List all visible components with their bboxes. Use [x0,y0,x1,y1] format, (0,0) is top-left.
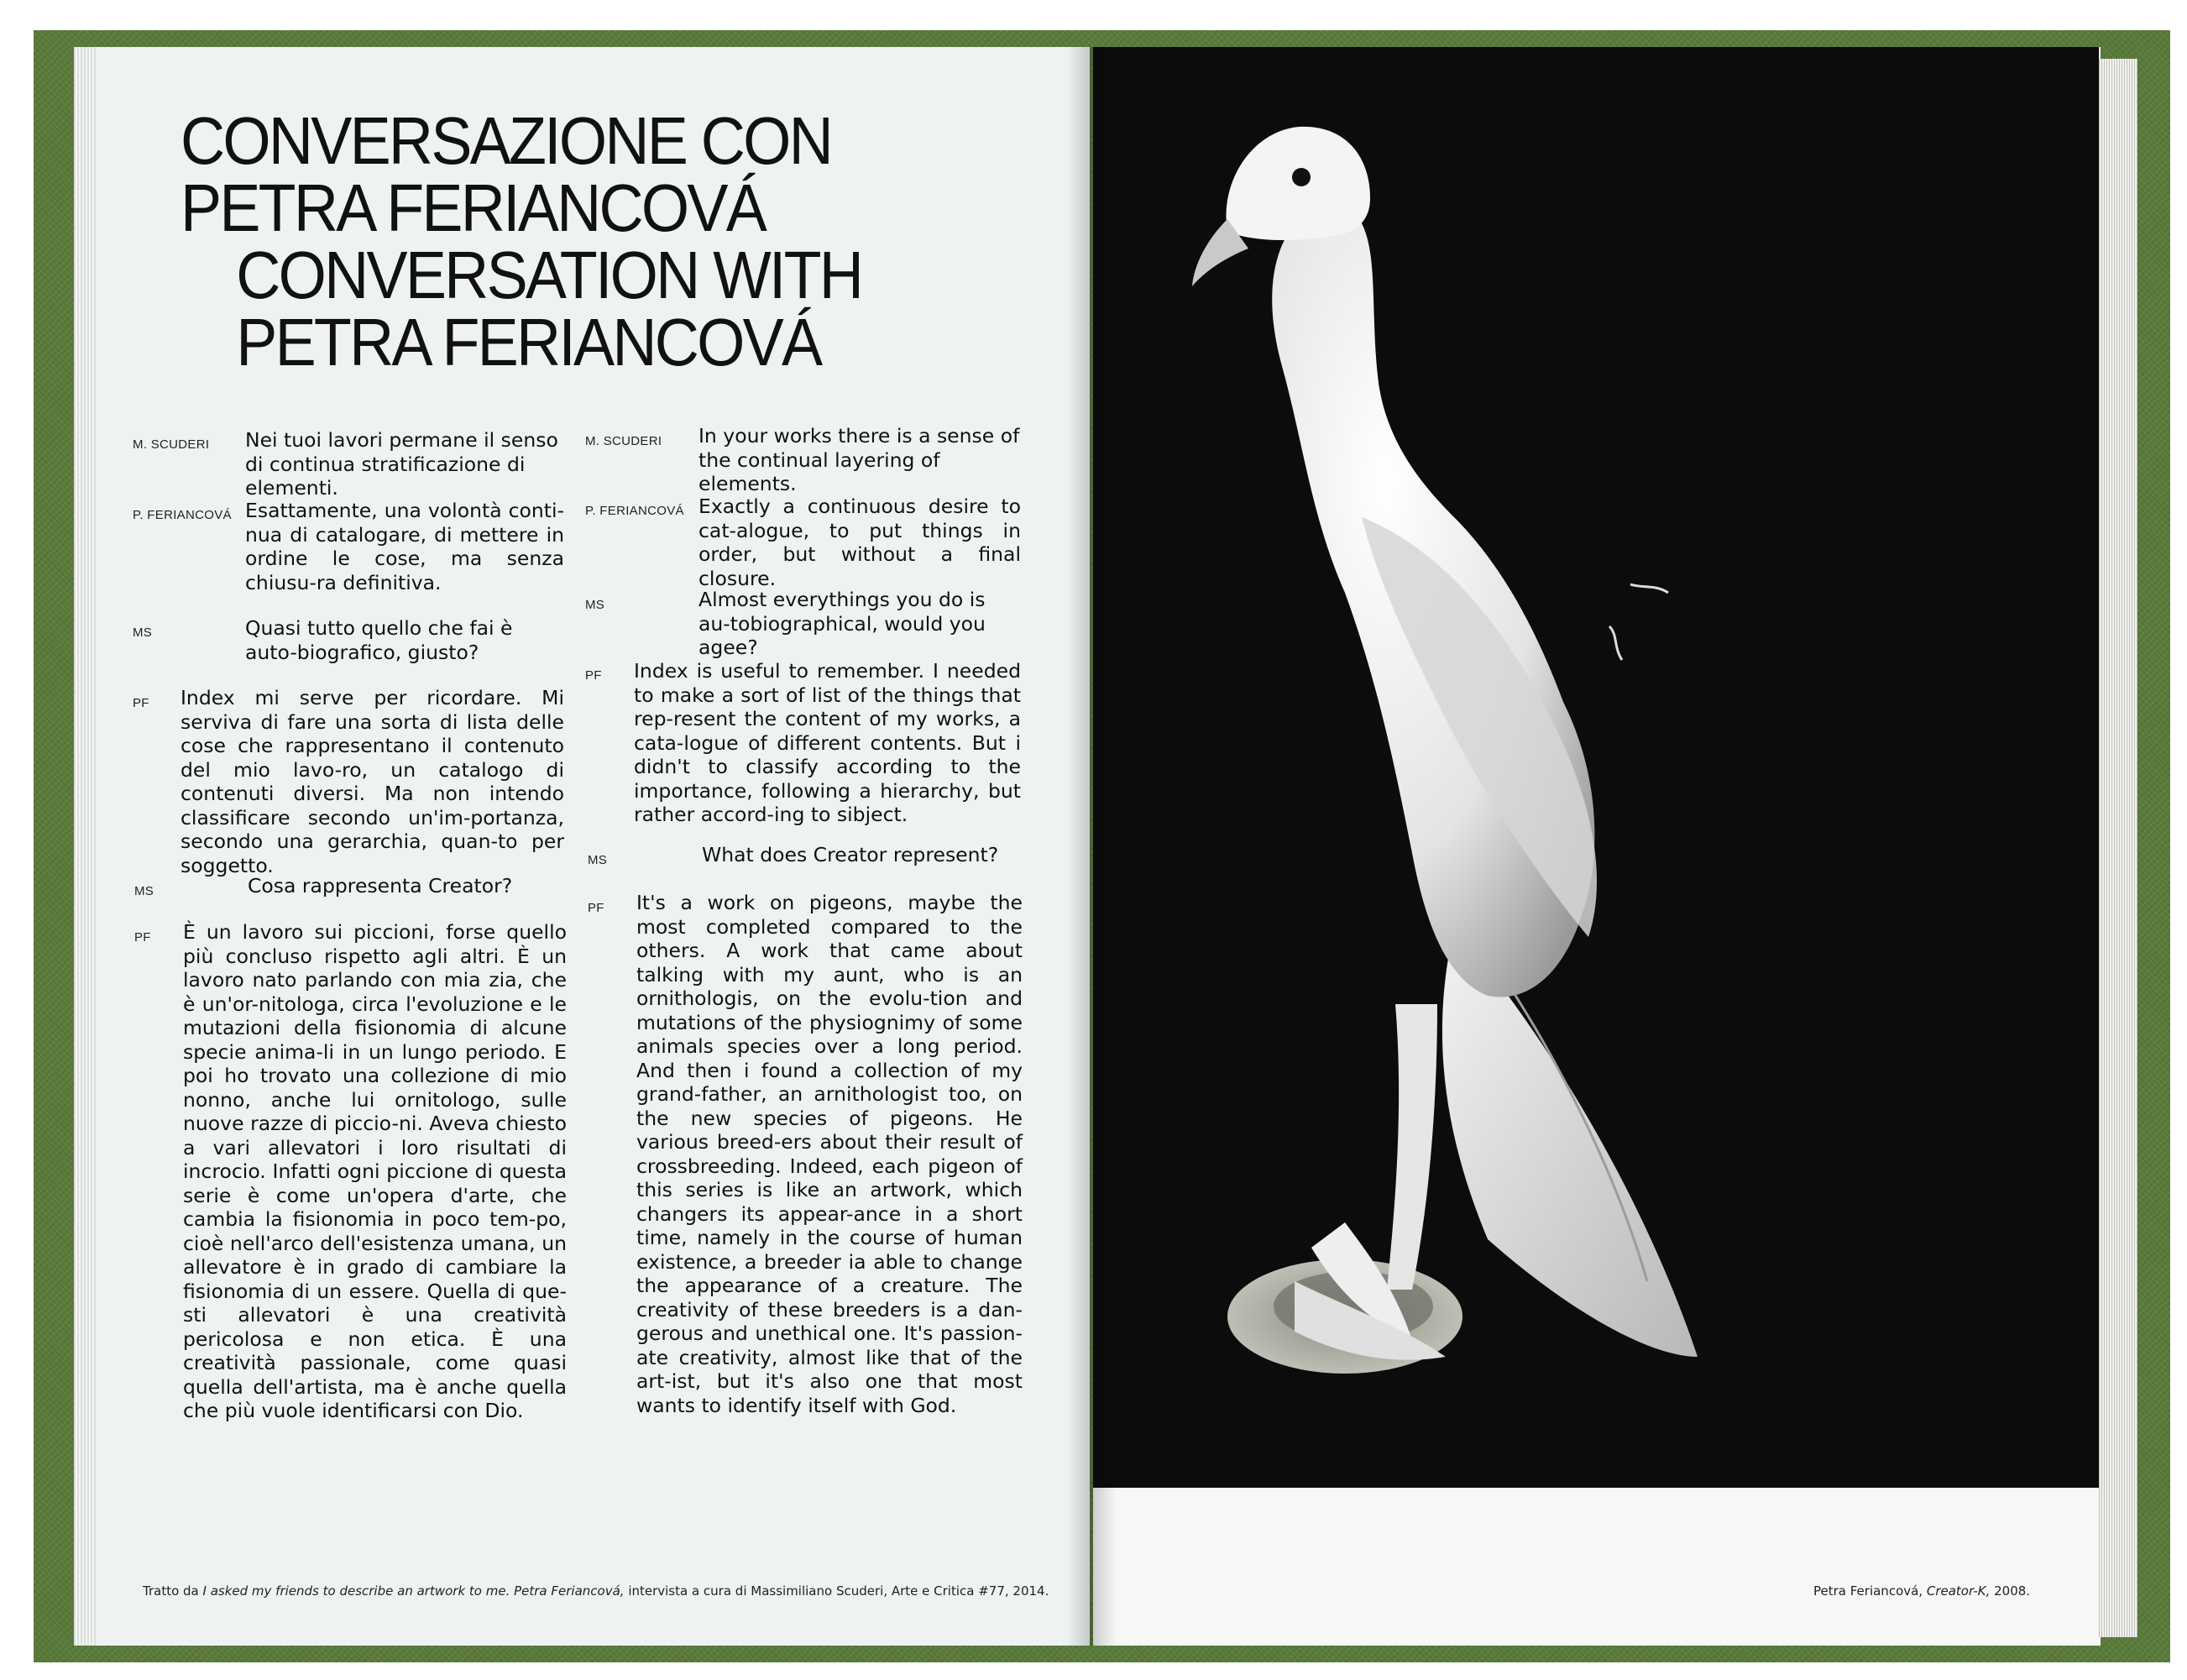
answer-text: Index is useful to remember. I needed to make a sort of list of the things that rep-resent the content of my works, a cata-logue of different contents. But i didn't to classify according to the importance, following a hierarchy, but rather accord-ing to sibject. [634,659,1021,826]
title-line-1: CONVERSAZIONE CON [181,103,832,178]
question-text: What does Creator represent? [702,843,999,866]
speaker-label: MS [133,625,153,640]
pigeon-photograph [1093,47,2099,1488]
left-page-edge [74,47,96,1646]
answer-text: It's a work on pigeons, maybe the most completed compared to the others. A work that came about talking with my aunt, who is an ornithologis, on the evolu-tion and mutations of the physiognimy of some animals species over a long period. And then i found a collection of my grand-father, an arnithologist too, on the new species of pigeons. He various breed-ers about their result of crossbreeding. Indeed, each pigeon of this series is like an artwork, which changers its appear-ance in a short time, namely in the course of human existence, a breeder ia able to change the appearance of a creature. The creativity of these breeders is a dan-gerous and unethical one. It's passion-ate creativity, almost like that of the art-ist, but it's also one that most wants to identify itself with God. [636,891,1023,1417]
caption-year: 2008. [1990,1583,2031,1599]
question-text: Almost everythings you do is au-tobiographical, would you agee? [698,588,986,659]
speaker-label: PF [134,930,151,945]
speaker-label: MS [585,598,605,612]
photo-caption [1813,1583,2030,1599]
answer-text: Index mi serve per ricordare. Mi serviva di fare una sorta di lista delle cose che rappresentano il contenuto del mio lavo-ro, un catalogo di contenuti diversi. Ma non intendo classificare secondo un'im-portanza, secondo una gerarchia, quan-to per soggetto. [181,686,564,877]
speaker-label: P. FERIANCOVÁ [133,508,232,522]
footnote-suffix: intervista a cura di Massimiliano Scuderi, Arte e Critica #77, 2014. [624,1583,1049,1599]
answer-text: Esattamente, una volontà conti-nua di catalogare, di mettere in ordine le cose, ma senza chiusu-ra definitiva. [245,499,564,594]
answer-text: Exactly a continuous desire to cat-alogue, to put things in order, but without a final closure. [698,495,1021,590]
title-line-2: PETRA FERIANCOVÁ [181,170,766,245]
question-text: Cosa rappresenta Creator? [248,874,513,898]
caption-artist: Petra Feriancová, [1813,1583,1927,1599]
speaker-label: PF [585,668,602,683]
footnote-title: I asked my friends to describe an artwork to me. Petra Feriancová, [202,1583,625,1599]
speaker-label: MS [134,884,154,898]
speaker-label: M. SCUDERI [133,437,210,452]
question-text: In your works there is a sense of the continual layering of elements. [698,424,1020,495]
speaker-label: P. FERIANCOVÁ [585,504,684,518]
pigeon-tail [1442,929,1698,1357]
footnote-prefix: Tratto da [143,1583,203,1599]
right-page-edge [2099,59,2137,1637]
speaker-label: PF [588,901,604,915]
book-gutter-shadow [1066,47,1117,1646]
question-text: Nei tuoi lavori permane il senso di continua stratificazione di elementi. [245,428,558,500]
source-footnote [143,1583,1049,1599]
pigeon-leg [1387,1004,1437,1290]
title-line-3: CONVERSATION WITH [236,238,862,312]
title-line-4: PETRA FERIANCOVÁ [236,305,821,379]
page-title [181,103,862,379]
answer-text: È un lavoro sui piccioni, forse quello più concluso rispetto agli altri. È un lavoro nato parlando con mia zia, che è un'or-nitologa, circa l'evoluzione e le mutazioni della fisionomia di alcune specie anima-li in un lungo periodo. E poi ho trovato una collezione di mio nonno, anche lui ornitologo, sulle nuove razze di piccio-ni. Aveva chiesto a vari allevatori i loro risultati di incrocio. Infatti ogni piccione di questa serie è come un'opera d'arte, che cambia la fisionomia in poco tem-po, cioè nell'arco dell'esistenza umana, un allevatore è in grado di cambiare la fisionomia di un essere. Quella di que-sti allevatori è una creatività pericolosa e non etica. È una creatività passionale, come quasi quella dell'artista, ma è anche quella che più vuole identificarsi con Dio. [183,920,567,1422]
question-text: Quasi tutto quello che fai è auto-biografico, giusto? [245,616,513,664]
speaker-label: MS [588,853,608,867]
pigeon-illustration [1093,47,2099,1488]
caption-work: Creator-K, [1926,1583,1991,1599]
speaker-label: PF [133,696,149,710]
speaker-label: M. SCUDERI [585,434,662,448]
